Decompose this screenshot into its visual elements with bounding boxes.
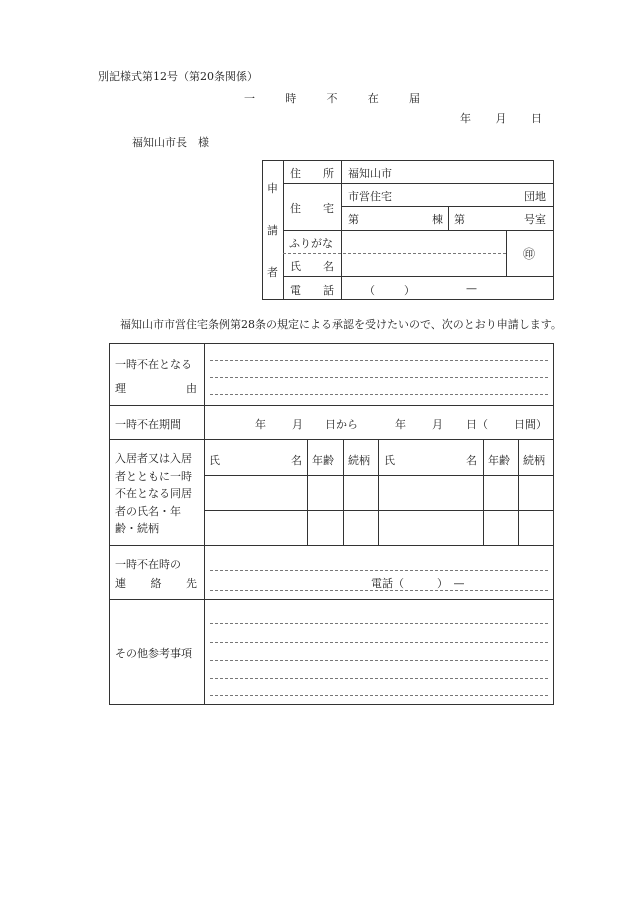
contact-line[interactable] bbox=[210, 590, 548, 591]
document-title bbox=[244, 90, 420, 106]
label-char: 電 bbox=[290, 284, 301, 297]
period-year-from: 年 bbox=[255, 418, 266, 431]
notes-line[interactable] bbox=[210, 695, 548, 696]
col-relation-header: 続柄 bbox=[523, 454, 545, 467]
room-suffix: 号室 bbox=[524, 213, 546, 226]
contact-label-2 bbox=[115, 575, 197, 591]
title-char: 時 bbox=[285, 92, 297, 105]
notes-line[interactable] bbox=[210, 623, 548, 624]
reason-label: 一時不在となる bbox=[115, 358, 192, 371]
building-prefix: 第 bbox=[348, 213, 359, 226]
label-char: 連 bbox=[115, 577, 126, 590]
other-notes-label: その他参考事項 bbox=[115, 647, 192, 660]
applicant-section-label bbox=[262, 160, 283, 300]
name-label bbox=[290, 258, 334, 274]
label-char: 先 bbox=[186, 577, 197, 590]
address-value: 福知山市 bbox=[348, 167, 392, 180]
furigana-label: ふりがな bbox=[289, 237, 333, 250]
label-char: 由 bbox=[186, 382, 197, 395]
label-char: 名 bbox=[466, 454, 477, 467]
col-age-header: 年齢 bbox=[488, 454, 510, 467]
building-suffix: 棟 bbox=[432, 213, 443, 226]
date-day: 日 bbox=[531, 112, 542, 125]
label-line: 齢・続柄 bbox=[115, 522, 159, 535]
furigana-field[interactable] bbox=[342, 231, 505, 252]
phone-open: （ bbox=[364, 284, 375, 297]
seal-icon: ㊞ bbox=[523, 247, 536, 261]
table-row[interactable] bbox=[205, 511, 553, 544]
reason-line[interactable] bbox=[210, 360, 548, 361]
housing-suffix: 団地 bbox=[524, 190, 546, 203]
phone-close: ） bbox=[404, 284, 415, 297]
label-char: 名 bbox=[323, 260, 334, 273]
notes-line[interactable] bbox=[210, 642, 548, 643]
notes-line[interactable] bbox=[210, 678, 548, 679]
submission-date bbox=[460, 110, 542, 126]
table-row[interactable] bbox=[205, 476, 553, 509]
label-char: 名 bbox=[291, 454, 302, 467]
label-char: 理 bbox=[115, 382, 126, 395]
col-name-header bbox=[384, 452, 477, 468]
col-name-header bbox=[209, 452, 302, 468]
contact-label: 一時不在時の bbox=[115, 558, 181, 571]
label-char: 話 bbox=[323, 284, 334, 297]
period-day-from: 日から bbox=[325, 418, 358, 431]
col-relation-header: 続柄 bbox=[348, 454, 370, 467]
label-line: 不在となる同居 bbox=[115, 487, 192, 500]
section-char: 者 bbox=[267, 266, 278, 279]
section-char: 申 bbox=[267, 182, 278, 195]
label-line: 者の氏名・年 bbox=[115, 504, 181, 518]
label-char: 氏 bbox=[290, 260, 301, 273]
period-days: 日間） bbox=[514, 418, 547, 431]
date-year: 年 bbox=[460, 112, 471, 125]
addressee: 福知山市長 様 bbox=[132, 136, 209, 149]
label-line: 者とともに一時 bbox=[115, 469, 192, 483]
form-number: 別記様式第12号（第20条関係） bbox=[98, 70, 258, 83]
reason-line[interactable] bbox=[210, 377, 548, 378]
title-char: 在 bbox=[367, 92, 379, 105]
title-char: 不 bbox=[326, 92, 338, 105]
period-label: 一時不在期間 bbox=[115, 418, 181, 431]
phone-dash: — bbox=[466, 282, 477, 295]
room-prefix: 第 bbox=[454, 213, 465, 226]
application-statement: 福知山市市営住宅条例第28条の規定による承認を受けたいので、次のとおり申請します。 bbox=[120, 318, 562, 331]
cohabitant-label bbox=[115, 450, 192, 538]
date-month: 月 bbox=[495, 112, 507, 125]
housing-label bbox=[290, 200, 334, 216]
reason-line[interactable] bbox=[210, 394, 548, 395]
housing-name: 市営住宅 bbox=[348, 190, 392, 203]
name-field[interactable] bbox=[342, 254, 505, 275]
reason-label-2 bbox=[115, 380, 197, 396]
label-char: 宅 bbox=[323, 202, 334, 215]
label-char: 住 bbox=[290, 167, 301, 180]
label-char: 所 bbox=[323, 167, 334, 180]
label-char: 住 bbox=[290, 202, 301, 215]
contact-phone: 電話（ ） — bbox=[371, 577, 465, 590]
label-line: 入居者又は入居 bbox=[115, 452, 192, 465]
address-label bbox=[290, 165, 334, 181]
period-year-to: 年 bbox=[395, 418, 406, 431]
label-char: 氏 bbox=[384, 454, 395, 467]
title-char: 一 bbox=[244, 92, 255, 105]
period-day-to: 日（ bbox=[466, 418, 488, 431]
section-char: 請 bbox=[267, 224, 278, 237]
label-char: 氏 bbox=[209, 454, 220, 467]
label-char: 絡 bbox=[150, 577, 162, 590]
title-char: 届 bbox=[409, 92, 420, 105]
contact-line[interactable] bbox=[210, 570, 548, 571]
col-age-header: 年齢 bbox=[312, 454, 334, 467]
notes-line[interactable] bbox=[210, 660, 548, 661]
period-month-to: 月 bbox=[432, 418, 443, 431]
period-month-from: 月 bbox=[292, 418, 303, 431]
phone-label bbox=[290, 282, 334, 298]
